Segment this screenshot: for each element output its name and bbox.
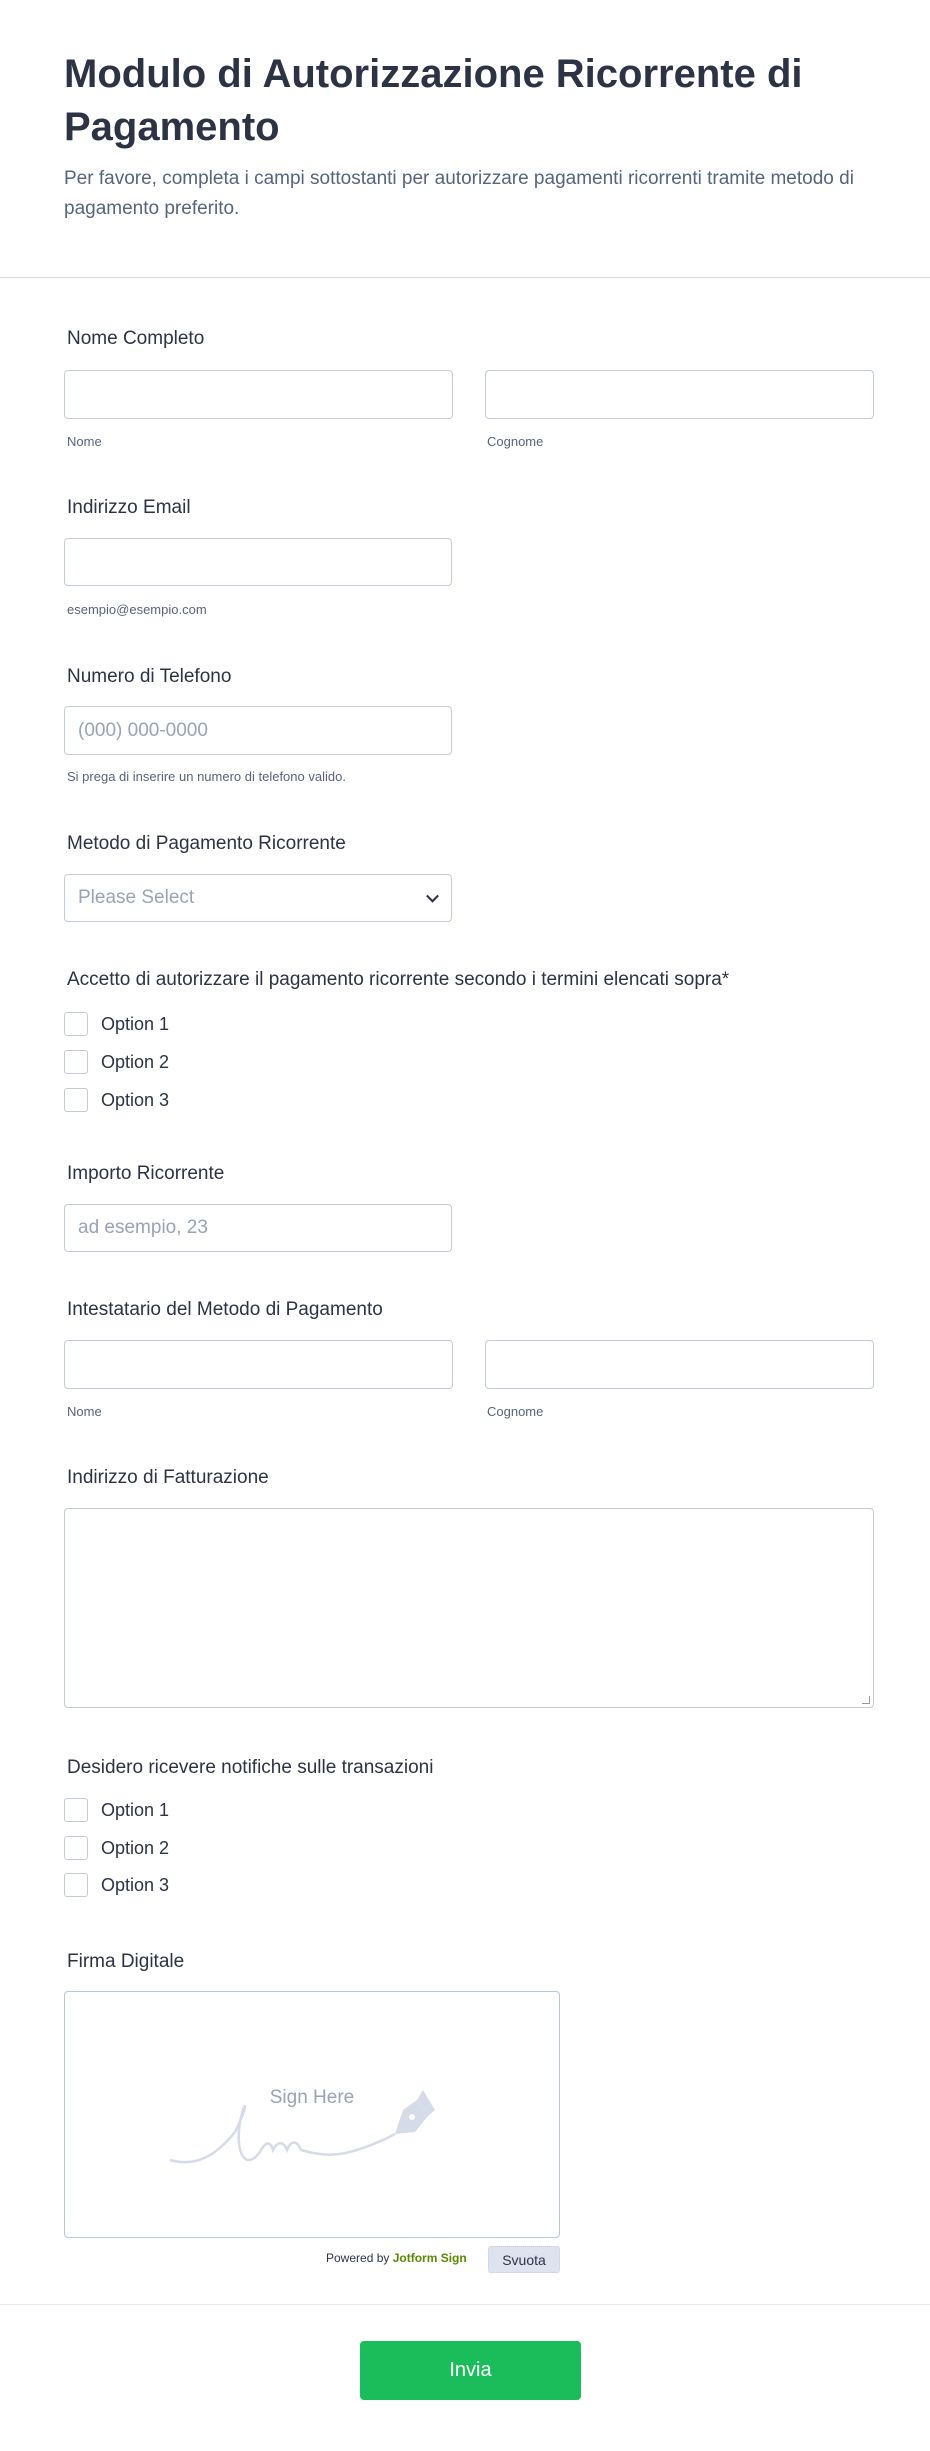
notifications-checkbox-3[interactable] [64,1873,88,1897]
footer-divider [0,2304,930,2305]
authorize-checkbox-1[interactable] [64,1012,88,1036]
powered-by [326,2251,467,2265]
email-input[interactable] [64,538,452,586]
header-divider [0,277,930,278]
payment-method-value: Please Select [78,887,195,908]
holder-label: Intestatario del Metodo di Pagamento [67,1299,383,1320]
first-name-input[interactable] [64,370,453,419]
payment-method-select[interactable] [64,874,452,922]
notifications-option-2[interactable]: Option 2 [101,1838,170,1858]
notifications-checkbox-2[interactable] [64,1836,88,1860]
billing-label: Indirizzo di Fatturazione [67,1467,269,1488]
authorize-checkbox-2[interactable] [64,1050,88,1074]
sign-here-text: Sign Here [269,2087,355,2108]
phone-placeholder: (000) 000-0000 [78,719,208,741]
phone-label: Numero di Telefono [67,666,232,687]
last-name-sublabel: Cognome [487,434,544,449]
amount-input[interactable] [64,1204,452,1252]
jotform-sign-brand: Jotform Sign [392,2251,467,2265]
authorize-option-3[interactable]: Option 3 [101,1090,170,1110]
submit-button[interactable]: Invia [360,2341,581,2400]
notifications-checkbox-1[interactable] [64,1798,88,1822]
clear-signature-button[interactable]: Svuota [488,2246,560,2273]
page-title: Modulo di Autorizzazione Ricorrente di Pagamento [64,52,803,149]
signature-pen-icon [165,2072,465,2182]
phone-sublabel: Si prega di inserire un numero di telefono valido. [67,769,346,784]
authorize-option-2[interactable]: Option 2 [101,1052,170,1072]
amount-label: Importo Ricorrente [67,1163,225,1184]
holder-first-sublabel: Nome [67,1404,102,1419]
payment-method-label: Metodo di Pagamento Ricorrente [67,833,346,854]
email-label: Indirizzo Email [67,497,191,518]
notifications-option-1[interactable]: Option 1 [101,1800,170,1820]
full-name-label: Nome Completo [67,328,205,349]
authorize-option-1[interactable]: Option 1 [101,1014,170,1034]
authorize-checkbox-3[interactable] [64,1088,88,1112]
signature-pad[interactable] [64,1991,560,2238]
chevron-down-icon [426,890,439,903]
powered-by-text: Powered by [326,2251,390,2265]
notifications-label: Desidero ricevere notifiche sulle transazioni [67,1757,434,1778]
phone-input[interactable] [64,706,452,755]
holder-first-name-input[interactable] [64,1340,453,1389]
amount-placeholder: ad esempio, 23 [78,1217,208,1238]
notifications-option-3[interactable]: Option 3 [101,1875,170,1895]
authorize-label: Accetto di autorizzare il pagamento ricorrente secondo i termini elencati sopra* [67,969,730,990]
resize-handle-icon[interactable] [862,1696,870,1704]
last-name-input[interactable] [485,370,874,419]
page-subtitle: Per favore, completa i campi sottostanti per autorizzare pagamenti ricorrenti tramite metodo di pagamento preferito. [64,168,854,219]
email-sublabel: esempio@esempio.com [67,602,207,617]
holder-last-sublabel: Cognome [487,1404,544,1419]
signature-label: Firma Digitale [67,1951,185,1972]
billing-textarea[interactable] [64,1508,874,1708]
holder-last-name-input[interactable] [485,1340,874,1389]
first-name-sublabel: Nome [67,434,102,449]
